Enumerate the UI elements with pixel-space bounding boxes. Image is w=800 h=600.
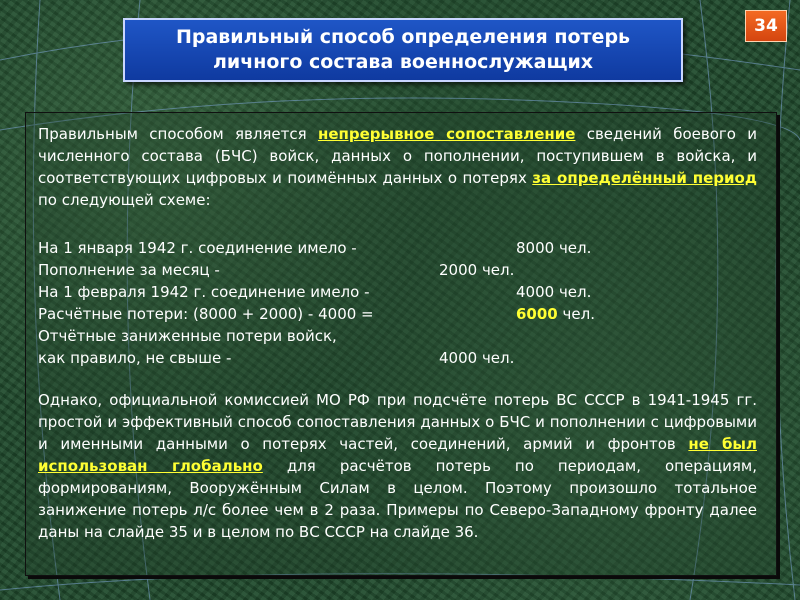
slide-title-line-1: Правильный способ определения потерь (175, 26, 631, 48)
slide-title-line-2: личного состава военнослужащих (212, 51, 594, 73)
intro-text-1: Правильным способом является (38, 125, 318, 143)
intro-paragraph (38, 123, 757, 211)
content-panel (25, 112, 777, 576)
slide-number-badge: 34 (745, 10, 787, 42)
scheme-row-jan-value: 8000 чел. (516, 239, 592, 257)
intro-highlight-continuous-comparison: непрерывное сопоставление (317, 125, 576, 143)
scheme-row-feb-value: 4000 чел. (516, 283, 592, 301)
slide-title (123, 18, 683, 82)
conclusion-text-1: Однако, официальной комиссией МО РФ при подсчёте потерь ВС СССР в 1941-1945 гг. простой и эффективный способ сопоставления данных о БЧС и пополнении с цифровыми и именными данными о потерях частей, соединений, армий и фронтов (38, 391, 757, 453)
conclusion-paragraph (38, 389, 757, 543)
scheme-row-reported-losses-label: Отчётные заниженные потери войск, (38, 327, 337, 345)
conclusion-highlight-not-used: не был использован глобально (38, 435, 757, 475)
scheme-row-reported-max-label: как правило, не свыше - (38, 349, 232, 367)
intro-text-3: по следующей схеме: (38, 191, 211, 209)
scheme-row-feb-label: На 1 февраля 1942 г. соединение имело - (38, 283, 370, 301)
scheme-row-estimated-losses-label: Расчётные потери: (8000 + 2000) - 4000 = (38, 305, 374, 323)
scheme-row-replenishment-label: Пополнение за месяц - (38, 261, 220, 279)
conclusion-text-2: для расчётов потерь по периодам, операциям, формированиям, Вооружённым Силам в целом. Поэтому произошло тотальное занижение потерь л/с более чем в 2 раза. Примеры по Северо-Западному фронту далее даны на слайде 35 и в целом по ВС СССР на слайде 36. (38, 457, 757, 541)
scheme-row-replenishment-value: 2000 чел. (439, 261, 515, 279)
scheme-row-reported-max-value: 4000 чел. (439, 349, 515, 367)
scheme-row-estimated-losses-unit: чел. (557, 305, 595, 323)
scheme-row-estimated-losses-value: 6000 (516, 305, 558, 323)
intro-text-2: сведений боевого и численного состава (БЧС) войск, данных о пополнении, поступившем в войска, и соответствующих цифровых и поимённых данных о потерях (38, 125, 757, 187)
intro-highlight-period: за определённый период (532, 169, 757, 187)
scheme-row-jan-label: На 1 января 1942 г. соединение имело - (38, 239, 357, 257)
